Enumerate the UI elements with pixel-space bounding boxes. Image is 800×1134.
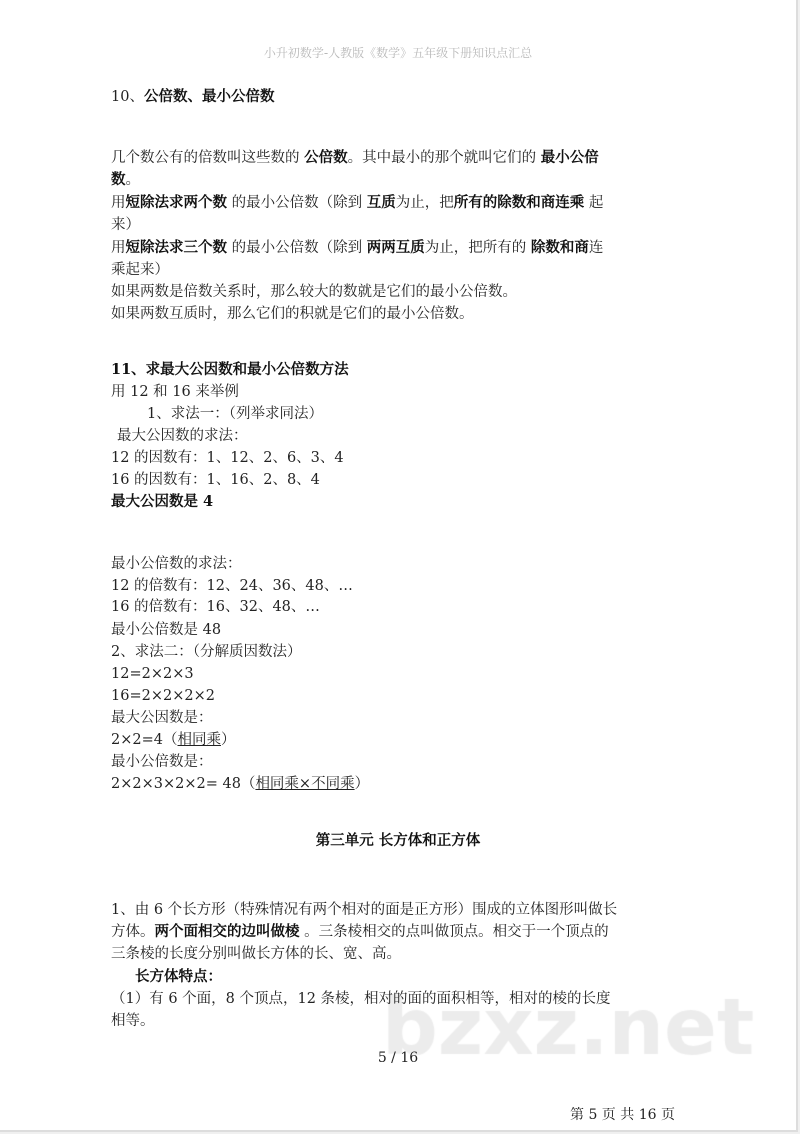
text-segment: 16 的倍数有：16、32、48、… — [111, 599, 320, 615]
text-segment: 最大公因数是： — [111, 710, 213, 726]
text-line — [111, 576, 353, 596]
text-segment: 。三条棱相交的点叫做顶点。相交于一个顶点的 — [299, 924, 609, 940]
text-segment: 最小公倍数是 48 — [111, 622, 222, 638]
text-segment: 12 的因数有：1、12、2、6、3、4 — [111, 450, 344, 466]
text-line — [111, 260, 169, 280]
text-segment: 相等。 — [111, 1013, 155, 1029]
text-line — [111, 752, 213, 772]
text-segment: 连 — [588, 240, 604, 256]
bold-text: 公倍数、最小公倍数 — [143, 88, 275, 105]
text-line — [111, 193, 603, 213]
text-segment: 10、 — [111, 89, 144, 105]
text-segment: 用 — [111, 195, 126, 211]
text-segment: 。其中最小的那个就叫它们的 — [347, 150, 541, 166]
text-line — [111, 686, 215, 706]
text-segment: （1）有 6 个面，8 个顶点，12 条棱，相对的面的面积相等，相对的棱的长度 — [111, 991, 611, 1007]
bold-text: 两两互质 — [366, 239, 425, 256]
text-line — [111, 597, 320, 617]
underlined-text: 相同乘×不同乘 — [255, 776, 355, 792]
text-segment: 1、由 6 个长方形（特殊情况有两个相对的面是正方形）围成的立体图形叫做长 — [111, 902, 618, 918]
text-line — [111, 170, 140, 190]
bold-text: 短除法求两个数 — [125, 194, 227, 211]
page-header: 小升初数学-人教版《数学》五年级下册知识点汇总 — [263, 46, 533, 60]
bold-text: 第三单元 长方体和正方体 — [315, 832, 481, 849]
bold-text: 除数和商 — [530, 239, 589, 256]
text-segment: 为止，把所有的 — [424, 240, 531, 256]
text-segment: 如果两数互质时，那么它们的积就是它们的最小公倍数。 — [111, 306, 474, 322]
text-line — [111, 922, 609, 942]
text-segment: 16=2×2×2×2 — [111, 688, 215, 704]
text-line — [111, 382, 239, 402]
text-line — [111, 282, 517, 302]
text-segment: 的最小公倍数（除到 — [227, 195, 367, 211]
text-segment: ） — [220, 732, 236, 748]
bold-text: 数 — [111, 171, 126, 188]
text-line — [111, 730, 235, 750]
text-line — [111, 944, 401, 964]
text-line — [111, 148, 599, 168]
bold-text: 所有的除数和商连乘 — [453, 194, 585, 211]
text-line — [111, 238, 603, 258]
text-segment: 几个数公有的倍数叫这些数的 — [111, 150, 305, 166]
text-line — [111, 554, 242, 574]
text-line — [111, 492, 213, 512]
text-segment: 方体。 — [111, 924, 155, 940]
text-segment: 三条棱的长度分别叫做长方体的长、宽、高。 — [111, 946, 401, 962]
text-line — [147, 404, 323, 424]
text-segment: 12=2×2×3 — [111, 666, 194, 682]
bold-text: 短除法求三个数 — [125, 239, 227, 256]
text-segment: 乘起来） — [111, 262, 169, 278]
text-segment: 如果两数是倍数关系时，那么较大的数就是它们的最小公倍数。 — [111, 284, 517, 300]
page-number: 5 / 16 — [377, 1050, 419, 1066]
text-line — [111, 360, 349, 380]
text-segment: 16 的因数有：1、16、2、8、4 — [111, 472, 320, 488]
text-line — [111, 304, 474, 324]
underlined-text: 相同乘 — [177, 732, 221, 748]
bold-text: 11、求最大公因数和最小公倍数方法 — [111, 361, 349, 378]
text-line — [111, 215, 140, 235]
bold-text: 互质 — [366, 194, 396, 211]
text-line — [0, 831, 796, 851]
text-segment: 为止，把 — [395, 195, 454, 211]
page-footer: 第 5 页 共 16 页 — [570, 1107, 675, 1123]
text-segment: 的最小公倍数（除到 — [227, 240, 367, 256]
text-line — [111, 989, 611, 1009]
text-line — [111, 664, 194, 684]
text-segment: 2×2×3×2×2= 48（ — [111, 776, 256, 792]
text-segment: 起 — [584, 195, 604, 211]
text-segment: 来） — [111, 217, 140, 233]
text-segment: ） — [354, 776, 370, 792]
text-line — [117, 426, 248, 446]
text-segment: 用 — [111, 240, 126, 256]
text-segment: 1、求法一：（列举求同法） — [147, 406, 323, 422]
text-line — [135, 967, 222, 987]
bold-text: 两个面相交的边叫做棱 — [154, 923, 300, 940]
text-line — [111, 1011, 155, 1031]
text-segment: 12 的倍数有：12、24、36、48、… — [111, 578, 353, 594]
text-segment: 2×2=4（ — [111, 732, 178, 748]
text-line — [111, 708, 213, 728]
text-segment: 最大公因数的求法： — [117, 428, 248, 444]
text-segment: 最小公倍数是： — [111, 754, 213, 770]
bold-text: 最小公倍 — [540, 149, 599, 166]
text-line — [111, 774, 369, 794]
text-line — [111, 642, 301, 662]
text-line — [111, 470, 320, 490]
bold-text: 公倍数 — [304, 149, 348, 166]
text-line — [111, 620, 221, 640]
text-segment: 。 — [125, 172, 140, 188]
text-line — [111, 448, 344, 468]
bold-text: 长方体特点： — [135, 968, 222, 985]
text-line — [111, 900, 617, 920]
text-segment: 最小公倍数的求法： — [111, 556, 242, 572]
text-segment: 2、求法二：（分解质因数法） — [111, 644, 302, 660]
bold-text: 最大公因数是 4 — [111, 493, 214, 510]
text-segment: 用 12 和 16 来举例 — [111, 384, 239, 400]
text-line — [111, 87, 274, 107]
